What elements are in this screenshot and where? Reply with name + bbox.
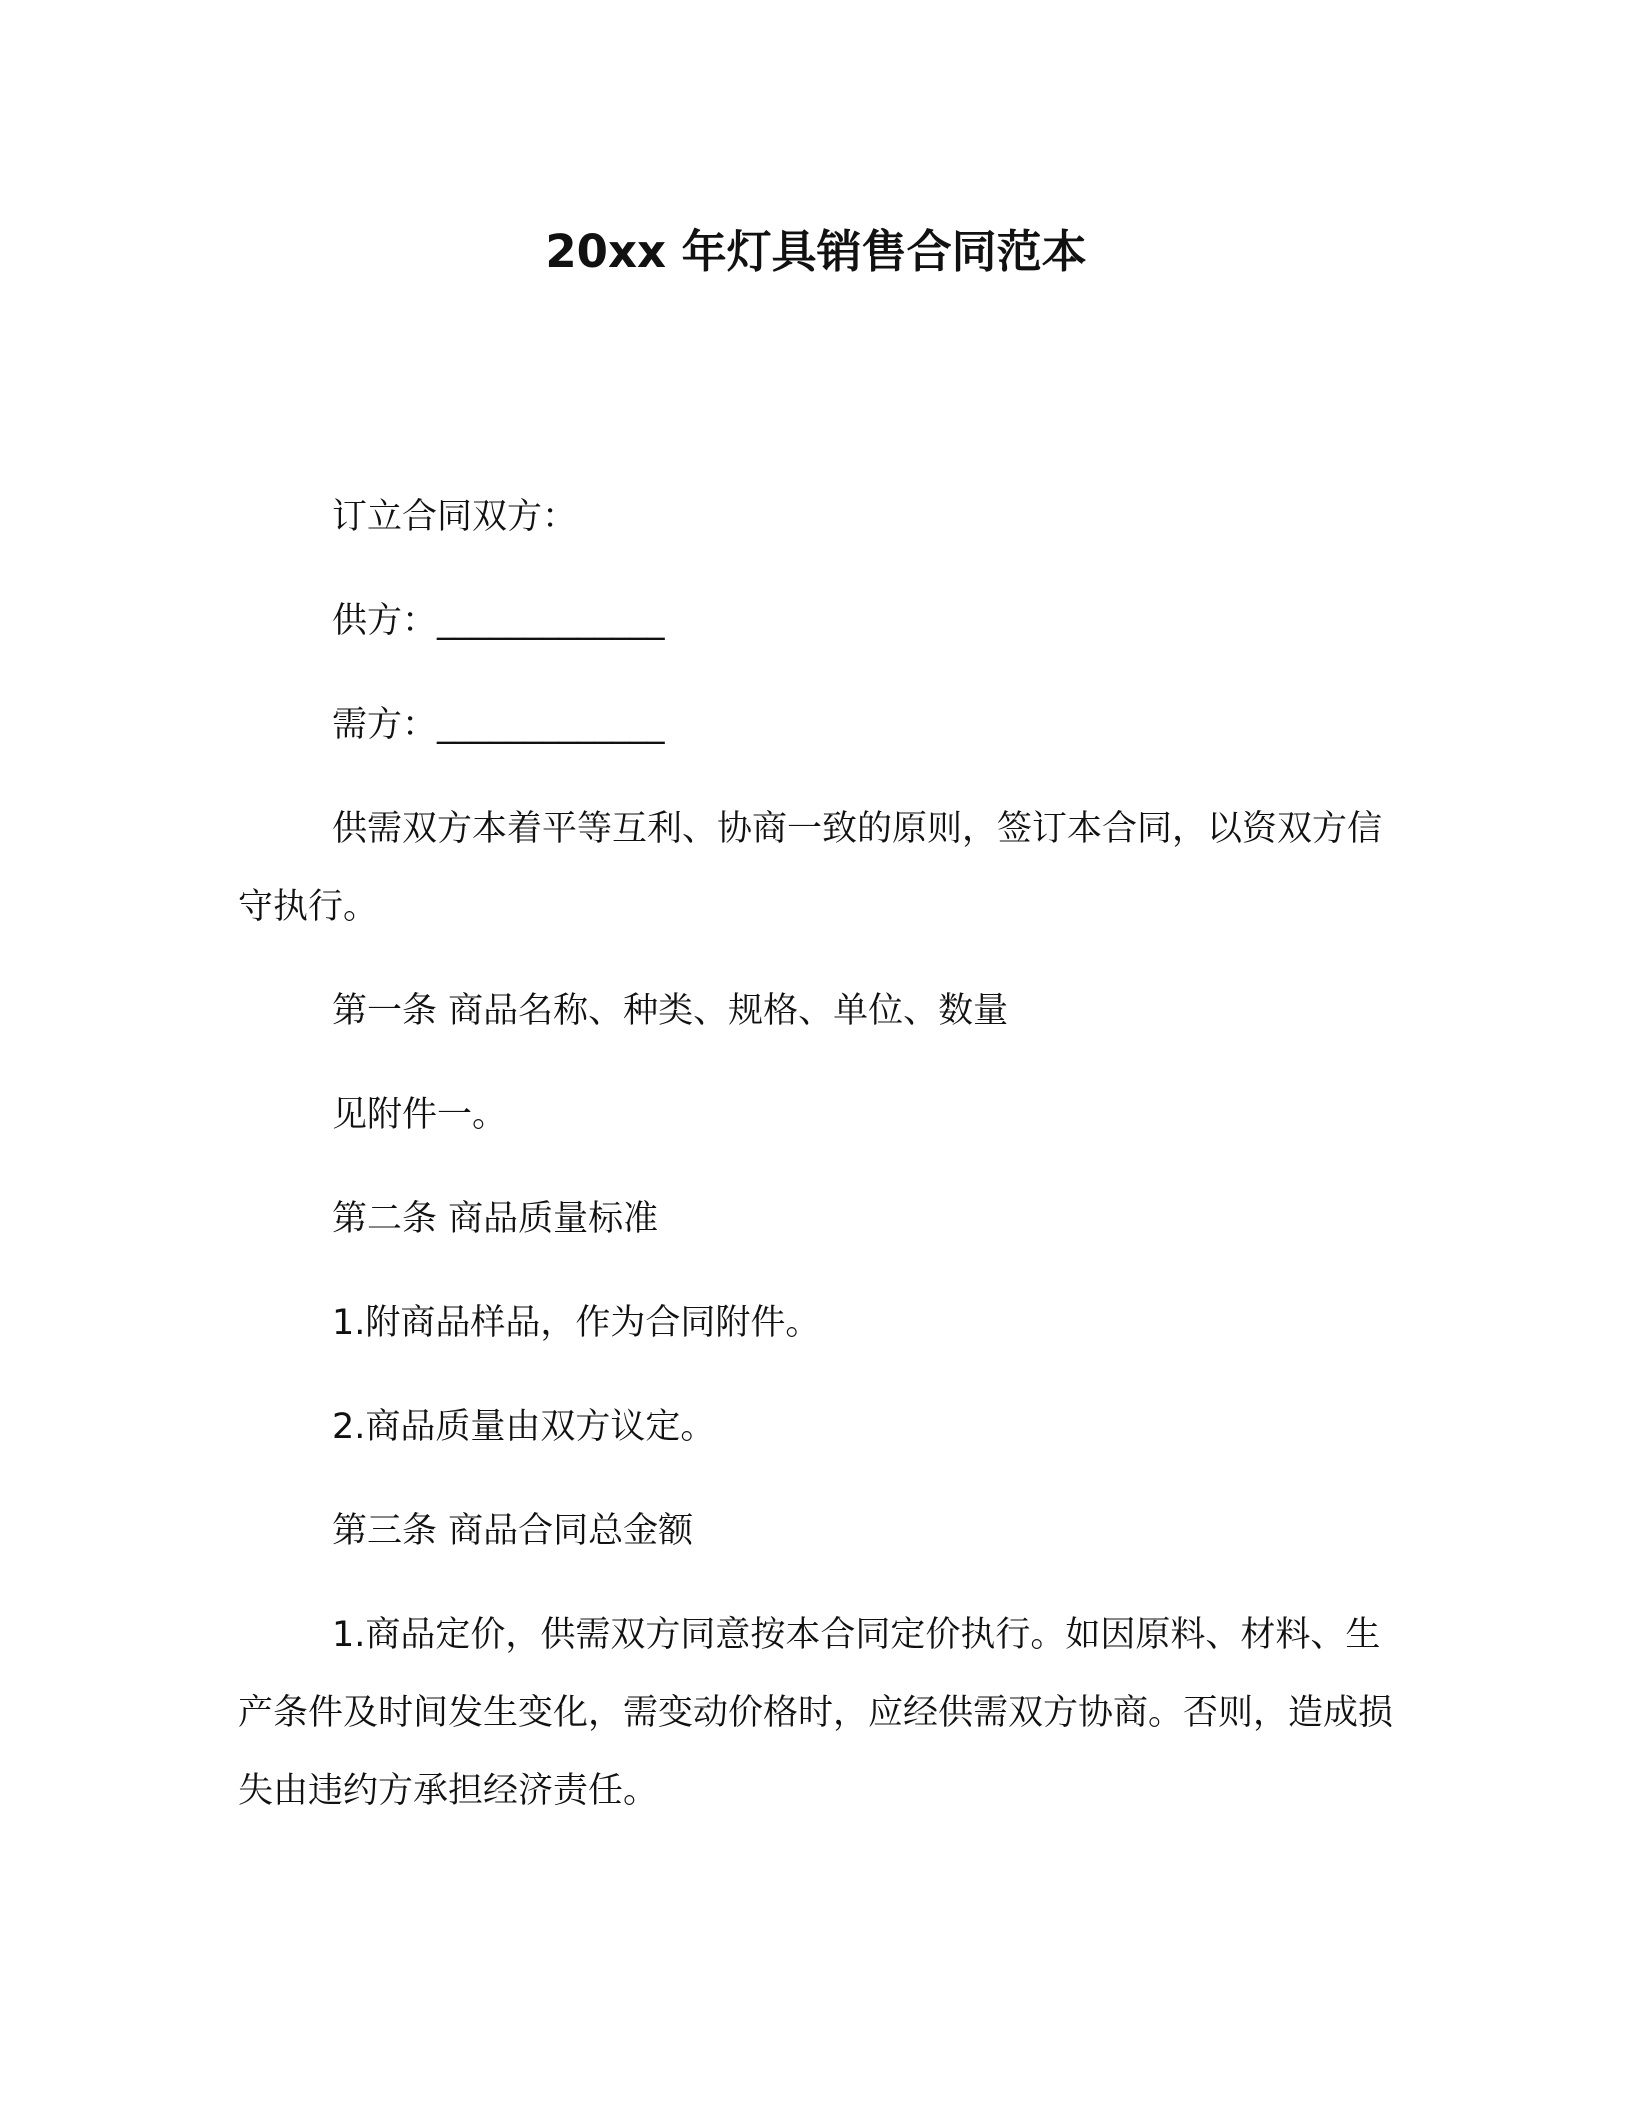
paragraph-see-attachment: 见附件一。	[332, 1095, 508, 1135]
paragraph-supplier: 供方：_____________	[332, 601, 665, 641]
paragraph-buyer: 需方：_____________	[332, 705, 665, 745]
paragraph-article-2: 第二条 商品质量标准	[332, 1199, 659, 1239]
buyer-blank: _____________	[437, 705, 665, 745]
paragraph-parties-intro: 订立合同双方：	[332, 497, 578, 537]
paragraph-quality-2: 2.商品质量由双方议定。	[332, 1407, 716, 1447]
paragraph-principle: 供需双方本着平等互利、协商一致的原则，签订本合同，以资双方信守执行。	[238, 809, 1383, 927]
paragraph-quality-1: 1.附商品样品，作为合同附件。	[332, 1303, 821, 1343]
paragraph-article-1: 第一条 商品名称、种类、规格、单位、数量	[332, 991, 1009, 1031]
paragraph-pricing: 1.商品定价，供需双方同意按本合同定价执行。如因原料、材料、生产条件及时间发生变化，需变动价格时，应经供需双方协商。否则，造成损失由违约方承担经济责任。	[238, 1615, 1394, 1811]
supplier-blank: _____________	[437, 601, 665, 641]
document-title: 20xx 年灯具销售合同范本	[545, 225, 1087, 278]
paragraph-article-3: 第三条 商品合同总金额	[332, 1511, 694, 1551]
